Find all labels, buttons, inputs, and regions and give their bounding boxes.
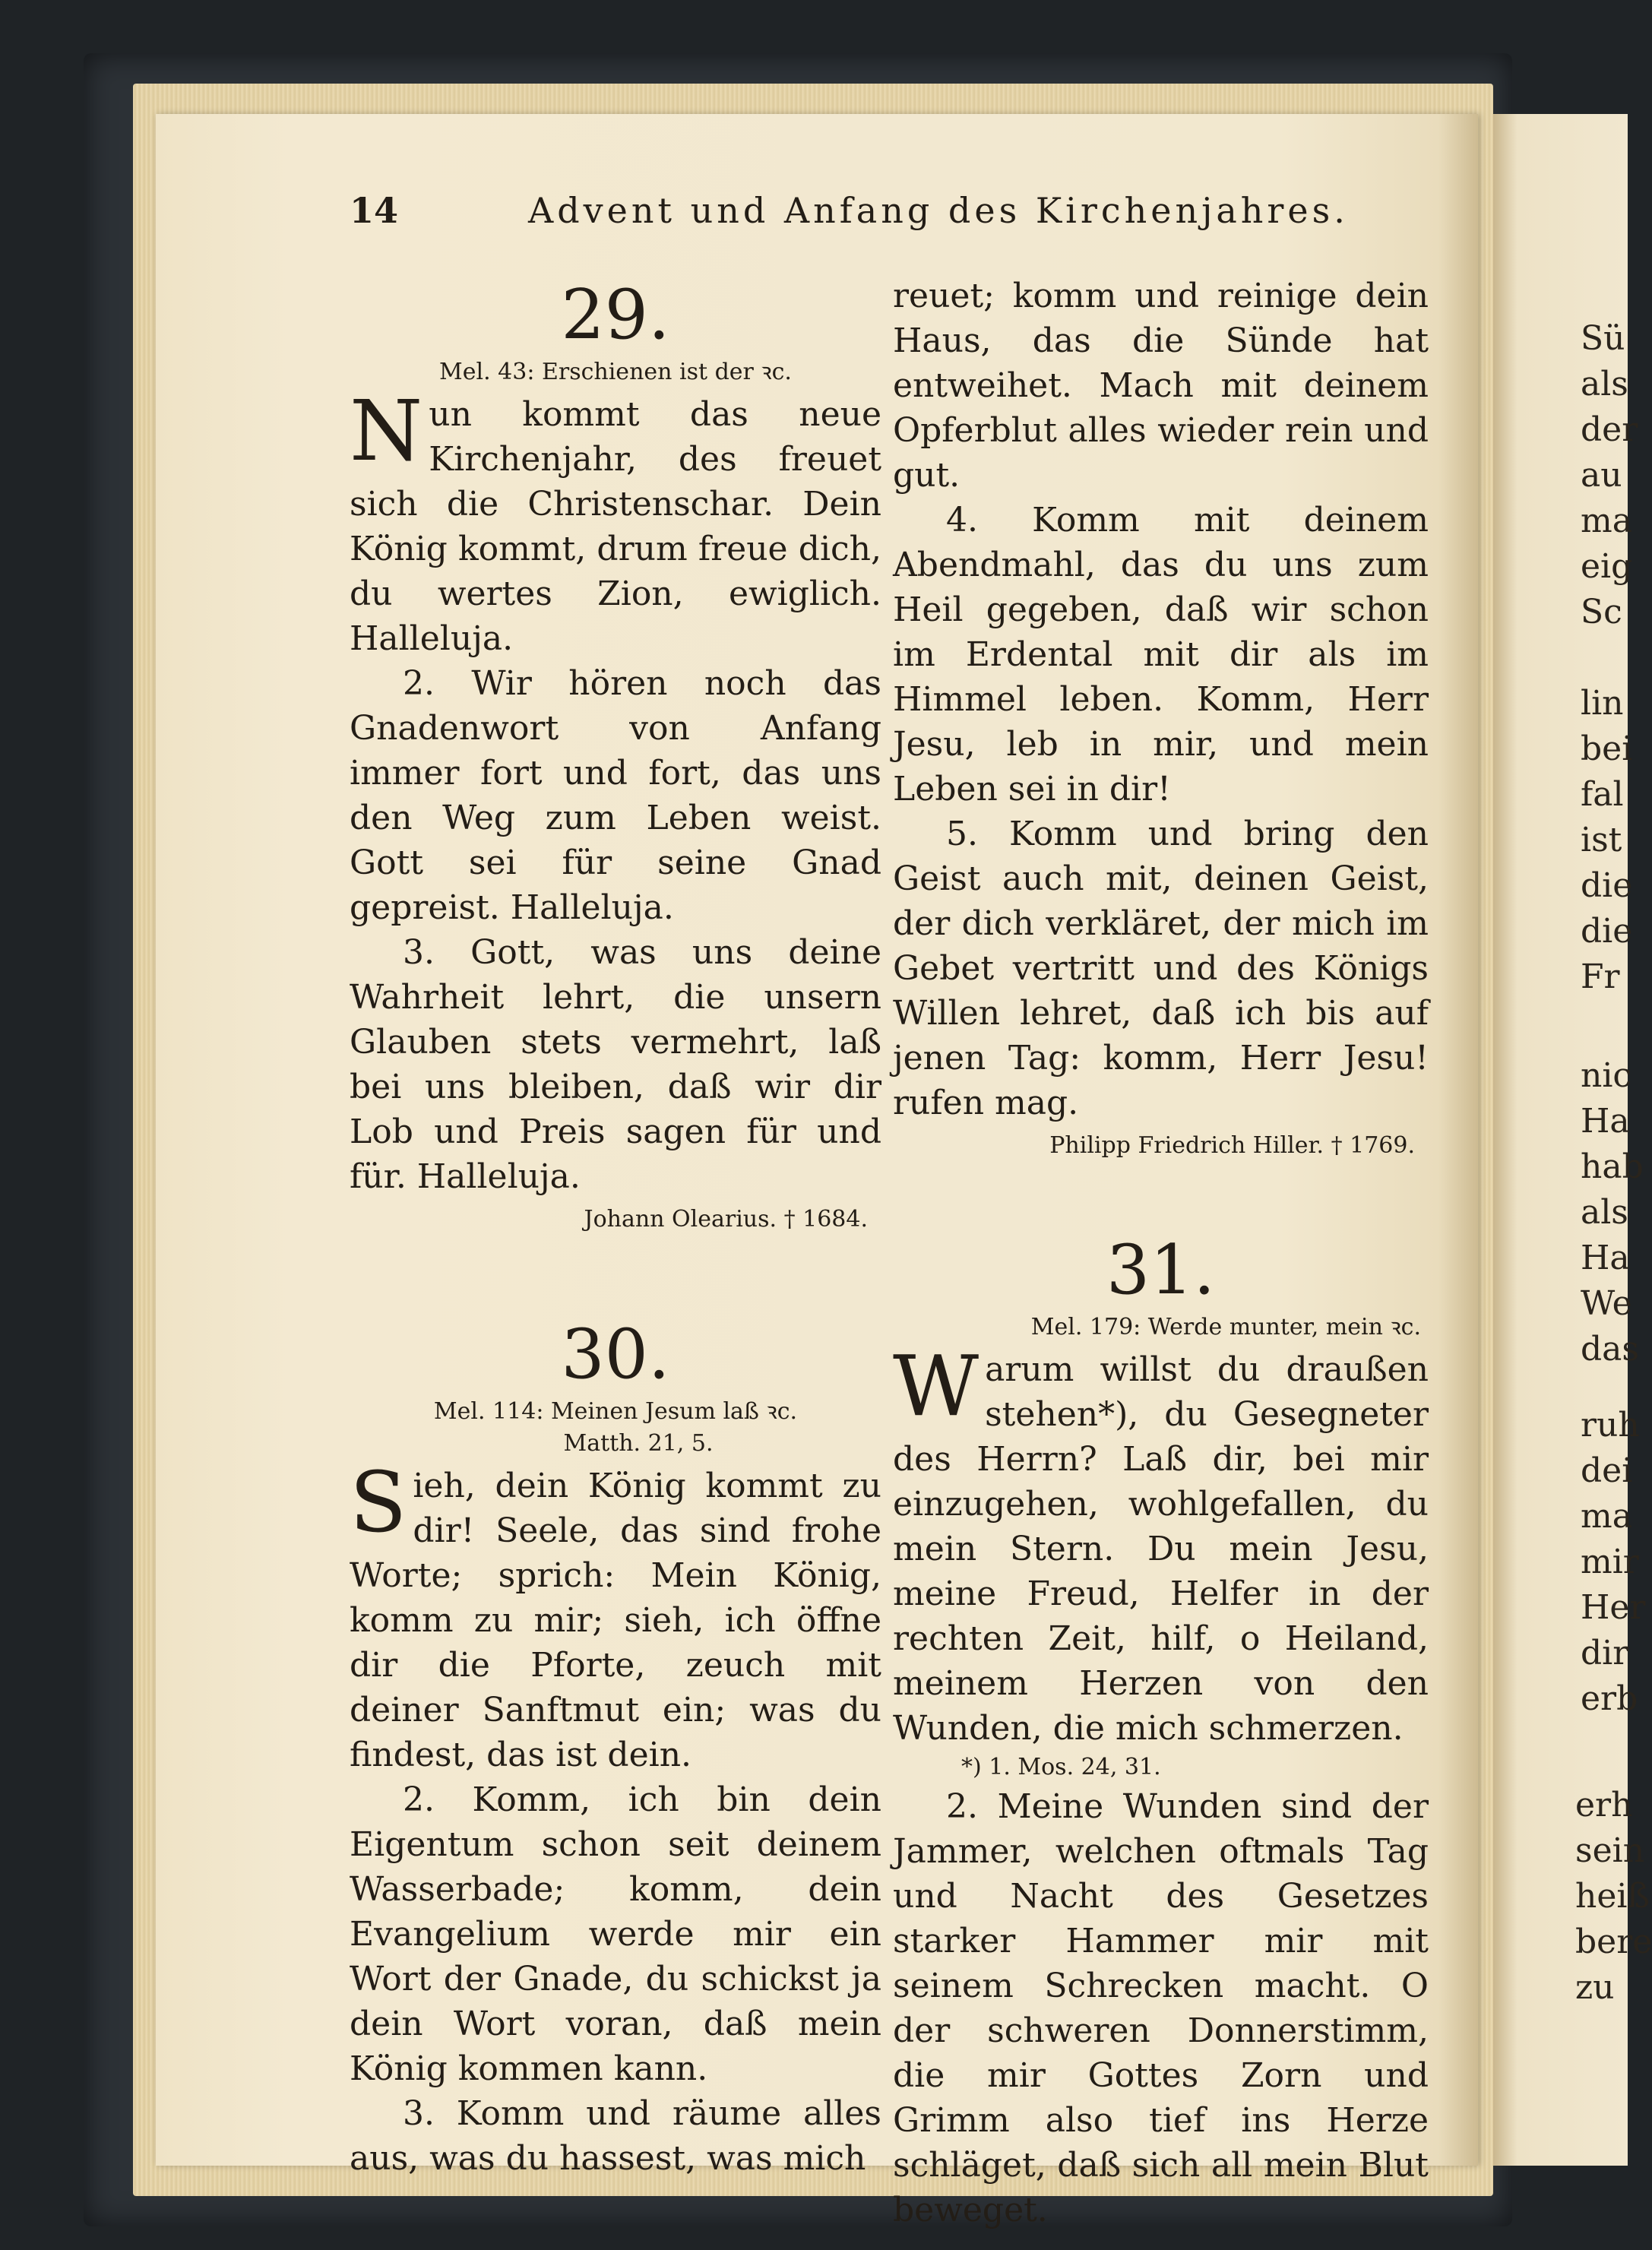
next-page-fragment: bei [1581, 729, 1633, 768]
next-page-fragment: fal [1581, 775, 1624, 814]
melody-line: Mel. 114: Meinen Jesum laß ꝛc. [433, 1398, 798, 1425]
verse-4: 4. Komm mit deinem Abendmahl, das du uns zum Heil gegeben, daß wir schon im Erdental mit dir als im Himmel leben. Komm, Herr Jesu, leb in mir, und mein Leben sei in dir! [893, 501, 1429, 809]
next-page-fragment: die [1581, 912, 1633, 951]
next-page-fragment: als [1581, 1193, 1628, 1232]
verse-2: 2. Wir hören noch das Gnadenwort von Anfang immer fort und fort, das uns den Weg zum Leben weist. Gott sei für seine Gnad gepreist. Halleluja. [350, 664, 881, 927]
page-number: 14 [350, 190, 399, 231]
hymn-30-continued [893, 274, 1429, 1163]
next-page-fragment: die [1581, 866, 1633, 905]
next-page-fragment: als [1581, 365, 1628, 403]
hymn-29 [350, 274, 881, 1237]
verse-2: 2. Meine Wunden sind der Jammer, welchen oftmals Tag und Nacht des Gesetzes starker Hammer mir mit seinem Schrecken macht. O der schweren Donnerstimm, die mir Gottes Zorn und Grimm also tief ins Herze schläget, daß sich all mein Blut beweget. [893, 1787, 1429, 2229]
next-page-fragment: Fr [1581, 957, 1620, 996]
next-page-fragment: mir [1581, 1543, 1639, 1581]
next-page-fragment: hab [1581, 1147, 1644, 1186]
next-page-fragment: ma [1581, 502, 1632, 540]
verse-1: Sieh, dein König kommt zu dir! Seele, das sind frohe Worte; sprich: Mein König, komm zu mir; sieh, ich öffne dir die Pforte, zeuch mit deiner Sanftmut ein; was du findest, das ist dein. [350, 1454, 881, 1774]
next-page-fragment: au [1581, 456, 1622, 495]
author-line: Philipp Friedrich Hiller. † 1769. [1049, 1132, 1415, 1159]
next-page-fragment: eig [1581, 547, 1633, 586]
verse-2: 2. Komm, ich bin dein Eigentum schon seit deinem Wasserbade; komm, dein Evangelium werde mir ein Wort der Gnade, du schickst ja dein Wort voran, daß mein König kommen kann. [350, 1780, 881, 2088]
next-page-fragment: ist [1581, 821, 1622, 859]
next-page-fragment: heiß [1575, 1877, 1650, 1916]
hymn-number: 29. [561, 275, 670, 355]
running-head: Advent und Anfang des Kirchenjahres. [528, 190, 1349, 231]
next-page-fragment: bere [1575, 1922, 1652, 1961]
next-page-fragment: lin [1581, 684, 1624, 723]
next-page-fragment: nic [1581, 1056, 1632, 1095]
hymn-number: 30. [561, 1315, 670, 1394]
verse-3-continued: reuet; komm und reinige dein Haus, das die Sünde hat entweihet. Mach mit deinem Opferblut alles wieder rein und gut. [893, 277, 1429, 495]
next-page-fragment: erb [1581, 1679, 1638, 1718]
melody-line: Mel. 43: Erschienen ist der ꝛc. [439, 359, 792, 385]
next-page-fragment: Ha [1581, 1239, 1630, 1277]
author-line: Johann Olearius. † 1684. [584, 1206, 868, 1233]
next-page-fragment: Her [1581, 1588, 1646, 1627]
next-page-fragment: Ha [1581, 1102, 1630, 1141]
next-page-fragment: dei [1581, 1451, 1633, 1490]
scripture-reference: Matth. 21, 5. [563, 1430, 714, 1457]
right-column [893, 274, 1429, 2233]
next-page-fragment: We [1581, 1284, 1632, 1323]
next-page-fragment: sein [1575, 1831, 1645, 1870]
left-column [350, 274, 881, 2181]
melody-line: Mel. 179: Werde munter, mein ꝛc. [1030, 1314, 1421, 1340]
next-page-fragment: der [1581, 410, 1638, 449]
hymn-31 [893, 1229, 1429, 2233]
verse-1: Warum willst du draußen stehen*), du Gesegneter des Herrn? Laß dir, bei mir einzugehen, wohlgefallen, du mein Stern. Du mein Jesu, meine Freud, Helfer in der rechten Zeit, hilf, o Heiland, meinem Herzen von den Wunden, die mich schmerzen. [893, 1337, 1429, 1748]
verse-3-start: 3. Komm und räume alles aus, was du hassest, was mich [350, 2094, 881, 2178]
hymn-30 [350, 1313, 881, 2181]
verse-3: 3. Gott, was uns deine Wahrheit lehrt, die unsern Glauben stets vermehrt, laß bei uns bleiben, daß wir dir Lob und Preis sagen für und für. Halleluja. [350, 933, 881, 1196]
next-page-edge [1493, 114, 1652, 2166]
footnote: *) 1. Mos. 24, 31. [961, 1754, 1161, 1780]
page-header [0, 190, 1628, 243]
verse-5: 5. Komm und bring den Geist auch mit, deinen Geist, der dich verkläret, der mich im Gebet vertritt und des Königs Willen lehret, daß ich bis auf jenen Tag: komm, Herr Jesu! rufen mag. [893, 815, 1429, 1122]
next-page-fragment: Sü [1581, 319, 1625, 358]
next-page-fragment: Sc [1581, 593, 1622, 631]
next-page-fragment: ma [1581, 1497, 1632, 1536]
next-page-fragment: ruh [1581, 1406, 1640, 1445]
next-page-fragment: das [1581, 1330, 1639, 1369]
next-page-fragment: zu [1575, 1968, 1615, 2007]
next-page-fragment: dir [1581, 1634, 1629, 1672]
hymn-number: 31. [1106, 1230, 1216, 1310]
verse-1: Nun kommt das neue Kirchenjahr, des freuet sich die Christenschar. Dein König kommt, drum freue dich, du wertes Zion, ewiglich. Halleluja. [350, 382, 881, 658]
next-page-fragment: erh [1575, 1786, 1633, 1824]
